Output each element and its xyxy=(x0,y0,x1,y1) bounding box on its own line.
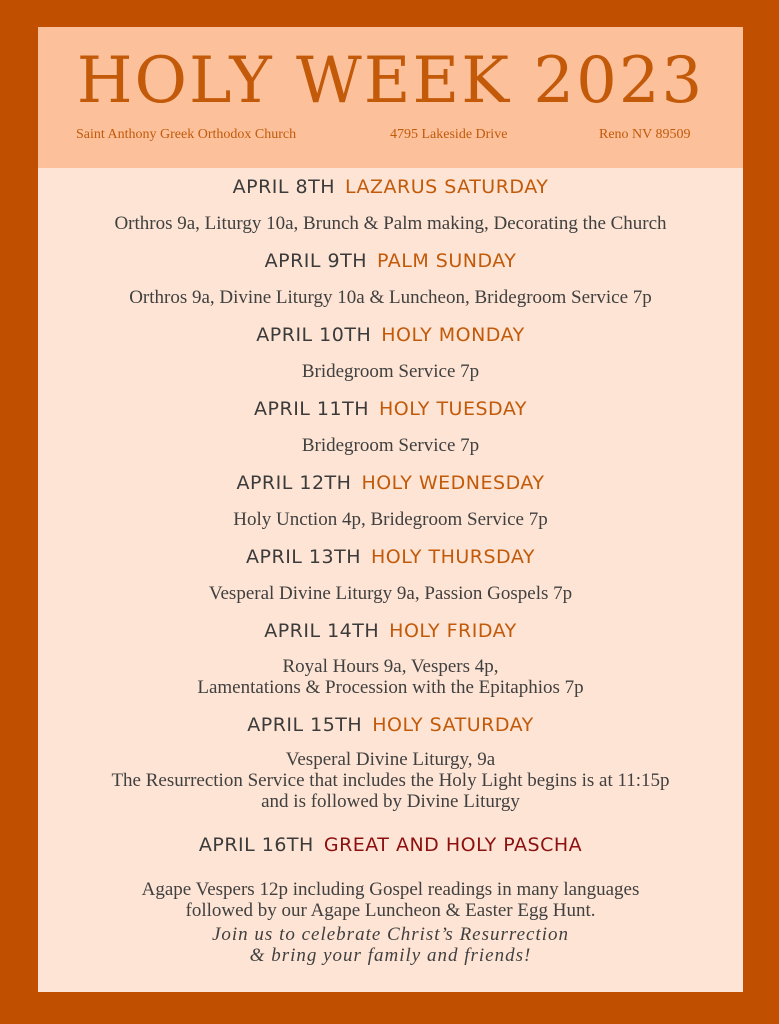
day-description: Lamentations & Procession with the Epitaphios 7p xyxy=(197,677,584,698)
day-description: Orthros 9a, Liturgy 10a, Brunch & Palm making, Decorating the Church xyxy=(114,213,667,234)
church-name: Saint Anthony Greek Orthodox Church xyxy=(76,127,297,142)
day-heading xyxy=(38,619,743,643)
day-feast: HOLY SATURDAY xyxy=(372,714,534,736)
day-description: Holy Unction 4p, Bridegroom Service 7p xyxy=(233,509,548,530)
day-date: APRIL 10TH xyxy=(256,324,372,346)
day-description: Bridegroom Service 7p xyxy=(301,435,480,456)
day-feast: HOLY TUESDAY xyxy=(379,398,527,420)
church-city: Reno NV 89509 xyxy=(599,127,691,142)
page-title: HOLY WEEK 2023 xyxy=(76,44,705,118)
day-feast: GREAT AND HOLY PASCHA xyxy=(323,834,583,856)
day-date: APRIL 8TH xyxy=(232,176,336,198)
day-description: Vesperal Divine Liturgy, 9a xyxy=(285,749,496,770)
day-description: Vesperal Divine Liturgy 9a, Passion Gospels 7p xyxy=(208,583,573,604)
invitation-line: & bring your family and friends! xyxy=(249,945,532,966)
day-description: Orthros 9a, Divine Liturgy 10a & Luncheon, Bridegroom Service 7p xyxy=(129,287,652,308)
schedule-card xyxy=(38,27,743,992)
day-feast: PALM SUNDAY xyxy=(377,250,517,272)
day-description: The Resurrection Service that includes the Holy Light begins is at 11:15p xyxy=(111,770,670,791)
day-feast: LAZARUS SATURDAY xyxy=(345,176,549,198)
day-heading xyxy=(38,471,743,495)
invitation-line: Join us to celebrate Christ’s Resurrection xyxy=(211,924,570,945)
day-date: APRIL 12TH xyxy=(236,472,352,494)
day-description: Royal Hours 9a, Vespers 4p, xyxy=(282,656,499,677)
day-date: APRIL 14TH xyxy=(264,620,380,642)
day-date: APRIL 11TH xyxy=(254,398,369,420)
day-date: APRIL 9TH xyxy=(264,250,367,272)
church-address: 4795 Lakeside Drive xyxy=(390,127,508,142)
day-heading xyxy=(38,545,743,569)
day-heading xyxy=(38,323,743,347)
day-feast: HOLY WEDNESDAY xyxy=(361,472,545,494)
day-description: and is followed by Divine Liturgy xyxy=(261,791,520,812)
day-heading xyxy=(38,397,743,421)
day-feast: HOLY THURSDAY xyxy=(371,546,535,568)
day-heading xyxy=(38,713,743,737)
day-heading xyxy=(38,249,743,273)
day-date: APRIL 15TH xyxy=(247,714,363,736)
day-heading xyxy=(38,175,743,199)
day-feast: HOLY FRIDAY xyxy=(389,620,517,642)
day-heading xyxy=(38,833,743,857)
header-banner xyxy=(38,27,743,168)
day-description: followed by our Agape Luncheon & Easter Egg Hunt. xyxy=(185,900,596,921)
day-description: Bridegroom Service 7p xyxy=(301,361,480,382)
day-date: APRIL 13TH xyxy=(246,546,362,568)
day-date: APRIL 16TH xyxy=(198,834,314,856)
day-description: Agape Vespers 12p including Gospel readings in many languages xyxy=(141,879,640,900)
day-feast: HOLY MONDAY xyxy=(381,324,525,346)
